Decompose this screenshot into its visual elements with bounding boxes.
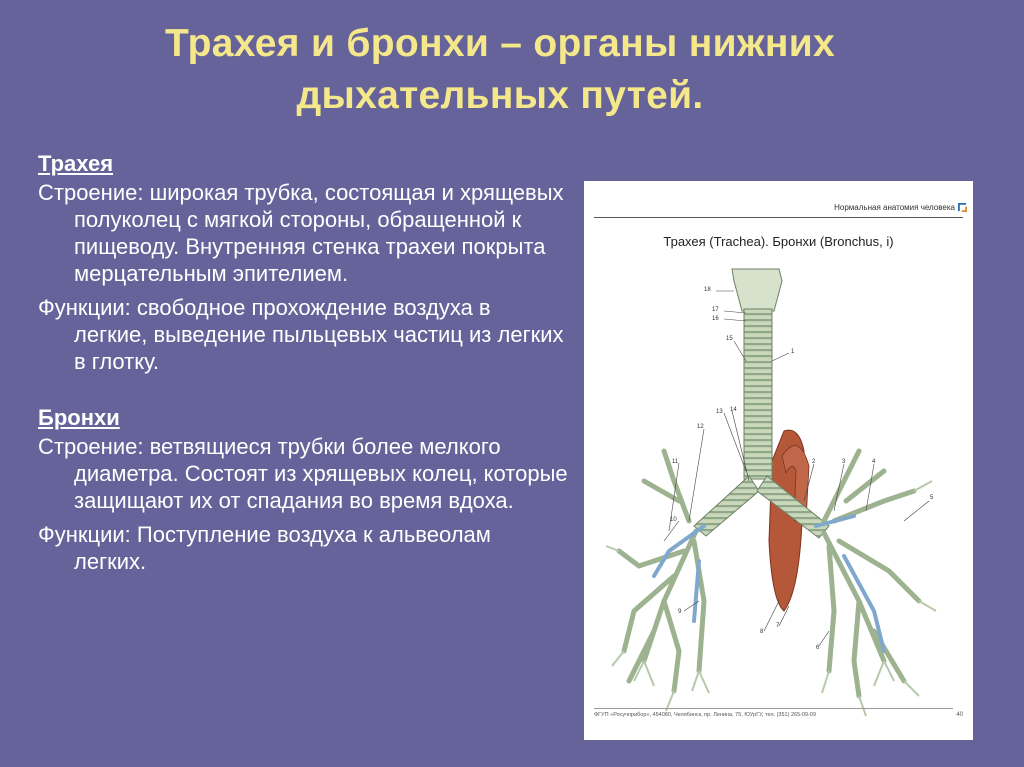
label-1: 1 <box>791 349 795 355</box>
label-16: 16 <box>712 316 719 322</box>
label-5: 5 <box>930 495 934 501</box>
label-15: 15 <box>726 336 733 342</box>
label-2: 2 <box>812 459 816 465</box>
figure-caption: Трахея (Trachea). Бронхи (Bronchus, i) <box>663 234 894 249</box>
label-10: 10 <box>670 517 677 523</box>
label-9: 9 <box>678 609 682 615</box>
bronchi-functions: Функции: Поступление воздуха к альвеолам легких. <box>38 522 491 574</box>
label-17: 17 <box>712 307 719 313</box>
figure-labels <box>584 181 973 740</box>
label-13: 13 <box>716 409 723 415</box>
trachea-heading: Трахея <box>38 151 114 176</box>
anatomy-figure <box>584 181 973 740</box>
label-3: 3 <box>842 459 846 465</box>
figure-page-number: 40 <box>956 712 963 718</box>
bronchi-heading: Бронхи <box>38 405 120 430</box>
trachea-functions: Функции: свободное прохождение воздуха в легкие, выведение пыльцевых частиц из легких в глотку. <box>38 295 564 374</box>
slide-title: Трахея и бронхи – органы нижних дыхательных путей. <box>165 22 835 117</box>
figure-header: Нормальная анатомия человека <box>834 203 955 212</box>
label-8: 8 <box>760 629 764 635</box>
label-4: 4 <box>872 459 876 465</box>
label-12: 12 <box>697 424 704 430</box>
trachea-structure: Строение: широкая трубка, состоящая и хрящевых полуколец с мягкой стороны, обращенной к пищеводу. Внутренняя стенка трахеи покрыта мерцательным эпителием. <box>38 180 564 286</box>
label-6: 6 <box>816 645 820 651</box>
text-column <box>38 150 568 582</box>
label-14: 14 <box>730 407 737 413</box>
bronchi-structure: Строение: ветвящиеся трубки более мелкого диаметра. Состоят из хрящевых колец, которые защищают их от спадания во время вдоха. <box>38 434 568 513</box>
label-18: 18 <box>704 287 711 293</box>
label-7: 7 <box>776 623 780 629</box>
figure-footer: ФГУП «Росучприбор», 454080, Челябинск, пр. Ленина, 75, ЮУрГУ, тел. (351) 265-09-09 <box>594 708 953 718</box>
label-11: 11 <box>672 459 679 465</box>
